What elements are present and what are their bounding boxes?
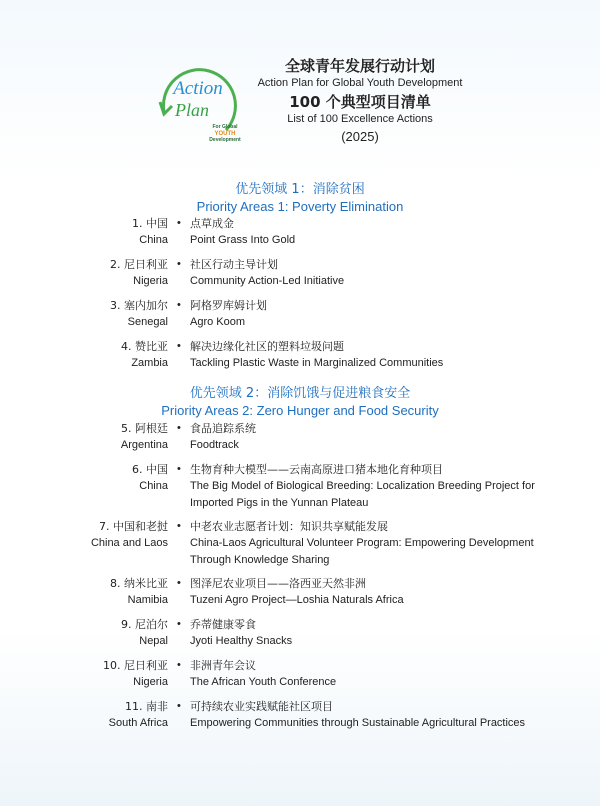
item-country-en: Nigeria [133, 275, 168, 287]
logo-word-plan: Plan [175, 100, 209, 120]
item-country-en: Nigeria [133, 676, 168, 688]
bullet-icon: • [177, 463, 181, 475]
bullet-icon: • [177, 217, 181, 229]
item-country-en: China and Laos [90, 537, 168, 549]
item-country [132, 461, 168, 495]
item-number-country-cn: 3. 塞内加尔 [110, 299, 168, 312]
item-country-en: Senegal [127, 316, 168, 328]
item-description [190, 420, 550, 454]
bullet-icon: • [177, 659, 181, 671]
item-country-en: Namibia [127, 594, 168, 606]
year: (2025) [341, 129, 379, 144]
item-country-en: South Africa [108, 717, 168, 729]
item-description [190, 518, 550, 569]
bullet-icon: • [177, 577, 181, 589]
item-name-cn: 非洲青年会议 [190, 659, 256, 672]
item-country-en: China [139, 234, 168, 246]
logo-arrow [160, 102, 172, 114]
item-description [190, 575, 550, 609]
item-description [190, 698, 550, 732]
item-number-country-cn: 7. 中国和老挝 [99, 520, 168, 533]
item-description [190, 256, 550, 290]
item-name-en: China-Laos Agricultural Volunteer Program: Empowering Development Through Knowledge Sharing [190, 537, 534, 566]
item-name-en: The African Youth Conference [190, 676, 337, 688]
item-country-en: Nepal [139, 635, 168, 647]
logo-tag-2: YOUTH [214, 131, 236, 137]
item-name-en: Point Grass Into Gold [190, 234, 296, 246]
section-1-heading [0, 181, 600, 215]
bullet-icon: • [177, 700, 181, 712]
item-country [103, 657, 168, 691]
item-name-en: Jyoti Healthy Snacks [190, 635, 293, 647]
item-name-en: Community Action-Led Initiative [190, 275, 345, 287]
item-name-en: Foodtrack [190, 439, 239, 451]
item-name-cn: 解决边缘化社区的塑料垃圾问题 [190, 340, 344, 353]
item-name-cn: 图泽尼农业项目——洛西亚天然非洲 [190, 577, 366, 590]
item-number-country-cn: 10. 尼日利亚 [103, 659, 168, 672]
subtitle-en: List of 100 Excellence Actions [287, 113, 433, 125]
item-country-en: Zambia [131, 357, 168, 369]
bullet-icon: • [177, 422, 181, 434]
item-country-en: China [139, 480, 168, 492]
item-number-country-cn: 6. 中国 [132, 463, 168, 476]
item-description [190, 461, 550, 512]
item-country-en: Argentina [120, 439, 168, 451]
bullet-icon: • [177, 299, 181, 311]
item-description [190, 338, 550, 372]
item-country [132, 215, 168, 249]
item-country [110, 575, 168, 609]
item-description [190, 616, 550, 650]
item-name-cn: 食品追踪系统 [190, 422, 256, 435]
item-name-en: Tuzeni Agro Project—Loshia Naturals Africa [190, 594, 404, 606]
item-name-cn: 点草成金 [190, 217, 234, 230]
item-description [190, 215, 550, 249]
action-plan-logo [148, 50, 248, 150]
section-heading-cn: 优先领域 2：消除饥饿与促进粮食安全 [189, 386, 411, 401]
item-country [121, 420, 168, 454]
item-name-en: Empowering Communities through Sustainable Agricultural Practices [190, 717, 526, 729]
item-name-cn: 中老农业志愿者计划：知识共享赋能发展 [190, 520, 388, 533]
title-cn: 全球青年发展行动计划 [284, 57, 435, 75]
item-country [91, 518, 168, 552]
item-country [121, 338, 168, 372]
item-country [121, 616, 168, 650]
item-country [110, 297, 168, 331]
section-heading-cn: 优先领域 1：消除贫困 [235, 182, 365, 197]
item-name-en: Agro Koom [190, 316, 246, 328]
item-number-country-cn: 11. 南非 [125, 700, 168, 713]
item-number-country-cn: 4. 赞比亚 [121, 340, 168, 353]
section-2-heading [0, 385, 600, 419]
item-number-country-cn: 1. 中国 [132, 217, 168, 230]
item-name-cn: 可持续农业实践赋能社区项目 [190, 700, 333, 713]
item-number-country-cn: 5. 阿根廷 [121, 422, 168, 435]
item-name-en: Tackling Plastic Waste in Marginalized Communities [190, 357, 444, 369]
bullet-icon: • [177, 258, 181, 270]
title-en: Action Plan for Global Youth Development [257, 77, 463, 89]
item-name-en: The Big Model of Biological Breeding: Localization Breeding Project for Imported Pigs in the Yunnan Plateau [190, 480, 535, 509]
logo-tag-1: For Global [212, 124, 238, 130]
bullet-icon: • [177, 340, 181, 352]
bullet-icon: • [177, 618, 181, 630]
item-number-country-cn: 8. 纳米比亚 [110, 577, 168, 590]
subtitle-cn: 100 个典型项目清单 [289, 93, 431, 111]
document-header [0, 0, 600, 160]
item-country [109, 698, 168, 732]
item-description [190, 297, 550, 331]
logo-word-action: Action [173, 78, 223, 99]
item-name-cn: 乔蒂健康零食 [190, 618, 256, 631]
item-description [190, 657, 550, 691]
item-number-country-cn: 2. 尼日利亚 [110, 258, 168, 271]
section-heading-en: Priority Areas 2: Zero Hunger and Food Security [161, 403, 439, 418]
logo-tag-3: Development [209, 137, 241, 143]
title-block [240, 56, 480, 146]
item-country [110, 256, 168, 290]
item-name-cn: 生物育种大模型——云南高原进口猪本地化育种项目 [190, 463, 443, 476]
section-heading-en: Priority Areas 1: Poverty Elimination [196, 199, 404, 214]
bullet-icon: • [177, 520, 181, 532]
item-number-country-cn: 9. 尼泊尔 [121, 618, 168, 631]
item-name-cn: 阿格罗库姆计划 [190, 299, 267, 312]
item-name-cn: 社区行动主导计划 [190, 258, 278, 271]
